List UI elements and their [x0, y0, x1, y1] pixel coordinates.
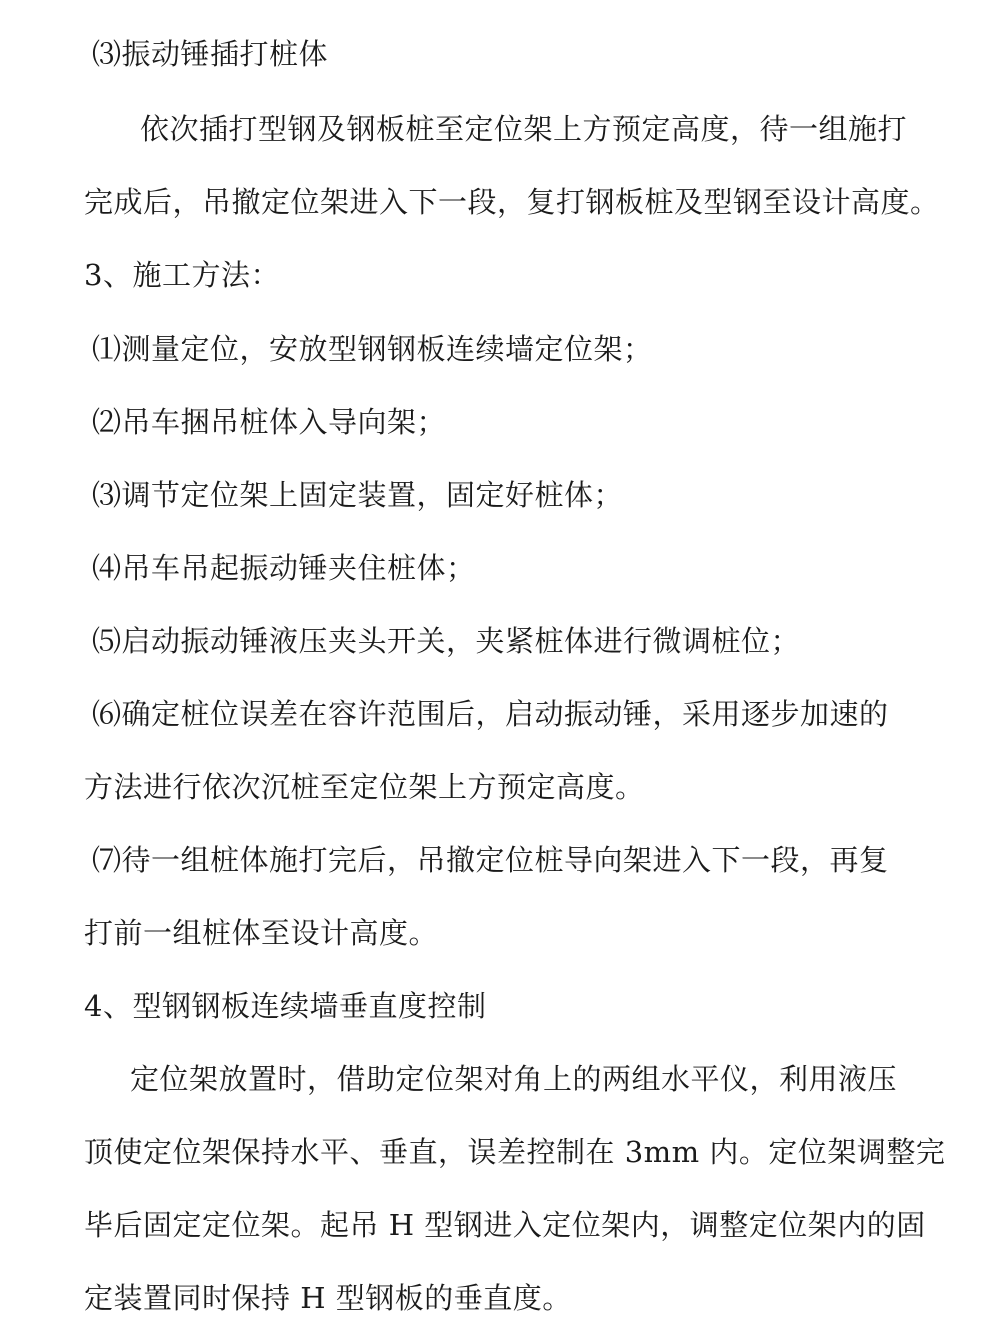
list-item: ⑵吊车捆吊桩体入导向架；: [92, 405, 447, 439]
list-item-continuation: 打前一组桩体至设计高度。: [84, 916, 439, 950]
list-item: ⑸启动振动锤液压夹头开关，夹紧桩体进行微调桩位；: [92, 624, 801, 658]
paragraph-line: 完成后，吊撤定位架进入下一段，复打钢板桩及型钢至设计高度。: [84, 185, 940, 219]
list-item: ⑷吊车吊起振动锤夹住桩体；: [92, 551, 476, 585]
list-item: ⑴测量定位，安放型钢钢板连续墙定位架；: [92, 332, 653, 366]
section-heading-verticality-control: 4、型钢钢板连续墙垂直度控制: [84, 989, 487, 1023]
paragraph-line: 依次插打型钢及钢板桩至定位架上方预定高度，待一组施打: [140, 112, 908, 146]
paragraph-line: 定装置同时保持 H 型钢板的垂直度。: [84, 1281, 572, 1315]
section-heading-construction-method: 3、施工方法：: [84, 258, 280, 292]
paragraph-line: 定位架放置时，借助定位架对角上的两组水平仪，利用液压: [130, 1062, 898, 1096]
list-item: ⑺待一组桩体施打完后，吊撤定位桩导向架进入下一段，再复: [92, 843, 889, 877]
paragraph-line: 毕后固定定位架。起吊 H 型钢进入定位架内，调整定位架内的固: [84, 1208, 926, 1242]
list-item: ⑶调节定位架上固定装置，固定好桩体；: [92, 478, 624, 512]
subheading-vibratory-hammer: ⑶振动锤插打桩体: [92, 37, 329, 71]
list-item: ⑹确定桩位误差在容许范围后，启动振动锤，采用逐步加速的: [92, 697, 889, 731]
paragraph-line: 顶使定位架保持水平、垂直，误差控制在 3mm 内。定位架调整完: [84, 1135, 946, 1169]
list-item-continuation: 方法进行依次沉桩至定位架上方预定高度。: [84, 770, 645, 804]
